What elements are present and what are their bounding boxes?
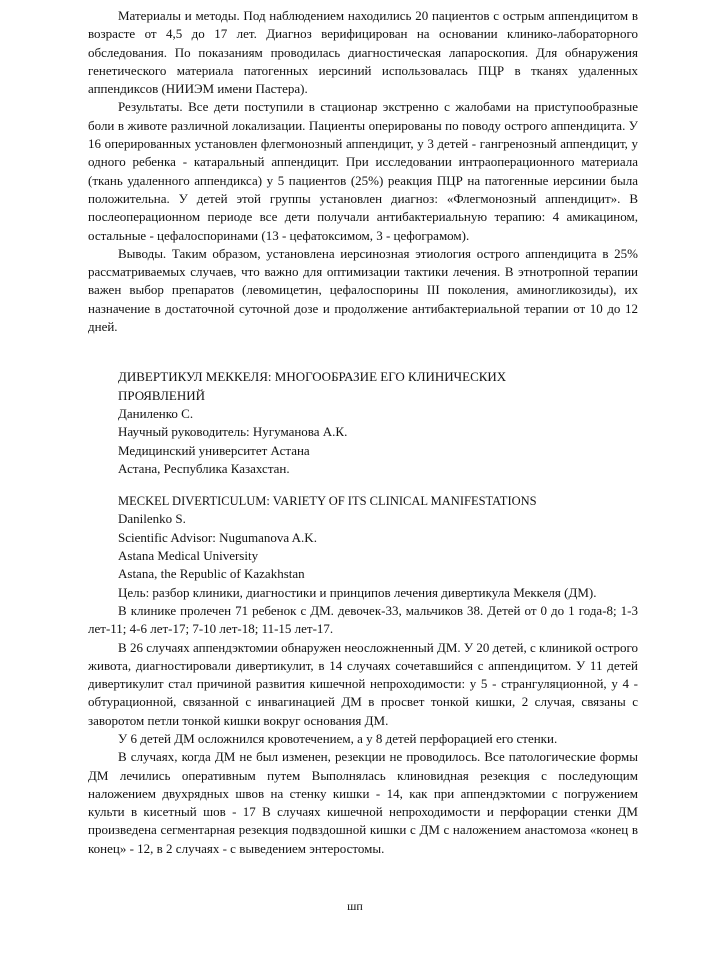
complications-paragraph: У 6 детей ДМ осложнился кровотечением, а у 8 детей перфорацией его стенки.: [118, 730, 558, 746]
patients-paragraph: В клинике пролечен 71 ребенок с ДМ. девочек-33, мальчиков 38. Детей от 0 до 1 года-8; 1-3 лет-11; 4-6 лет-17; 7-10 лет-18; 11-15 лет-17.: [88, 602, 638, 637]
article-title-ru-line2: ПРОЯВЛЕНИЙ: [118, 387, 206, 403]
university-en: Astana Medical University: [118, 548, 259, 564]
article-header-ru: [88, 368, 638, 478]
location-en: Astana, the Republic of Kazakhstan: [118, 566, 305, 582]
article-title-ru-line1: ДИВЕРТИКУЛ МЕККЕЛЯ: МНОГООБРАЗИЕ ЕГО КЛИНИЧЕСКИХ: [118, 369, 507, 385]
section-gap: [88, 336, 638, 368]
advisor-en: Scientific Advisor: Nugumanova A.K.: [118, 529, 317, 545]
article-title-en: MECKEL DIVERTICULUM: VARIETY OF ITS CLINICAL MANIFESTATIONS: [118, 494, 537, 509]
article-body: [88, 584, 638, 858]
university-ru: Медицинский университет Астана: [118, 442, 310, 458]
previous-abstract-section: [88, 7, 638, 336]
author-en: Danilenko S.: [118, 511, 186, 527]
treatment-paragraph: В случаях, когда ДМ не был изменен, резекции не проводилось. Все патологические формы ДМ лечились оперативным путем Выполнялась клиновидная резекция с последующим наложением двухрядных швов на стенку кишки - 14, как при аппендэктомии с погружением культи в кисетный шов - 17 В случаях кишечной непроходимости и перфорации стенки ДМ произведена сегментарная резекция подвздошной кишки с ДМ с наложением анастомоза «конец в конец» - 12, в 2 случаях - с выведением энтеростомы.: [88, 749, 638, 856]
author-ru: Даниленко С.: [118, 405, 194, 421]
findings-paragraph: В 26 случаях аппендэктомии обнаружен неосложненный ДМ. У 20 детей, с клиникой острого живота, диагностировали дивертикулит, в 14 случаях сочетавшийся с аппендицитом. У 11 детей дивертикулит стал причиной развития кишечной непроходимости: у 5 - странгуляционной, у 4 - обтурационной, связанной с инвагинацией ДМ в просвет тонкой кишки, 2 случая, связаны с заворотом петли тонкой кишки вокруг основания ДМ.: [88, 639, 638, 728]
page-number: шп: [347, 899, 363, 913]
article-header-en: [88, 492, 638, 583]
conclusions-paragraph: Выводы. Таким образом, установлена иерсинозная этиология острого аппендицита в 25% рассматриваемых случаев, что важно для оптимизации тактики лечения. В этнотропной терапии важен выбор препаратов (левомицетин, цефалоспорины III поколения, аминогликозиды), их назначение в достаточной суточной дозе и продолжение антибактериальной терапии от 10 до 12 дней.: [88, 245, 638, 335]
results-paragraph: Результаты. Все дети поступили в стационар экстренно с жалобами на приступообразные боли в животе различной локализации. Пациенты оперированы по поводу острого аппендицита. У 16 оперированных установлен флегмонозный аппендицит, у 3 детей - гангренозный аппендицит, у одного ребенка - катаральный аппендицит. При исследовании интраоперационного материала (ткань удаленного аппендикса) у 5 пациентов (25%) реакция ПЦР на патогенные иерсинии была положительна. У детей этой группы установлен диагноз: «Флегмонозный аппендицит». В послеоперационном периоде все дети получали антибактериальную терапию: 4 амикацином, остальные - цефалоспоринами (13 - цефатоксимом, 3 - цефограмом).: [88, 99, 638, 243]
aim-paragraph: Цель: разбор клиники, диагностики и принципов лечения дивертикула Меккеля (ДМ).: [118, 584, 597, 600]
methods-paragraph: Материалы и методы. Под наблюдением находились 20 пациентов с острым аппендицитом в возрасте от 4,5 до 17 лет. Диагноз верифицирован на основании клинико-лабораторного обследования. По показаниям проводилась диагностическая лапароскопия. Для обнаружения генетического материала патогенных иерсиний использовалась ПЦР в тканях удаленных аппендиксов (НИИЭМ имени Пастера).: [88, 8, 638, 97]
header-gap: [88, 478, 638, 492]
advisor-ru: Научный руководитель: Нугуманова А.К.: [118, 424, 348, 440]
document-page: [88, 7, 638, 858]
location-ru: Астана, Республика Казахстан.: [118, 460, 290, 476]
